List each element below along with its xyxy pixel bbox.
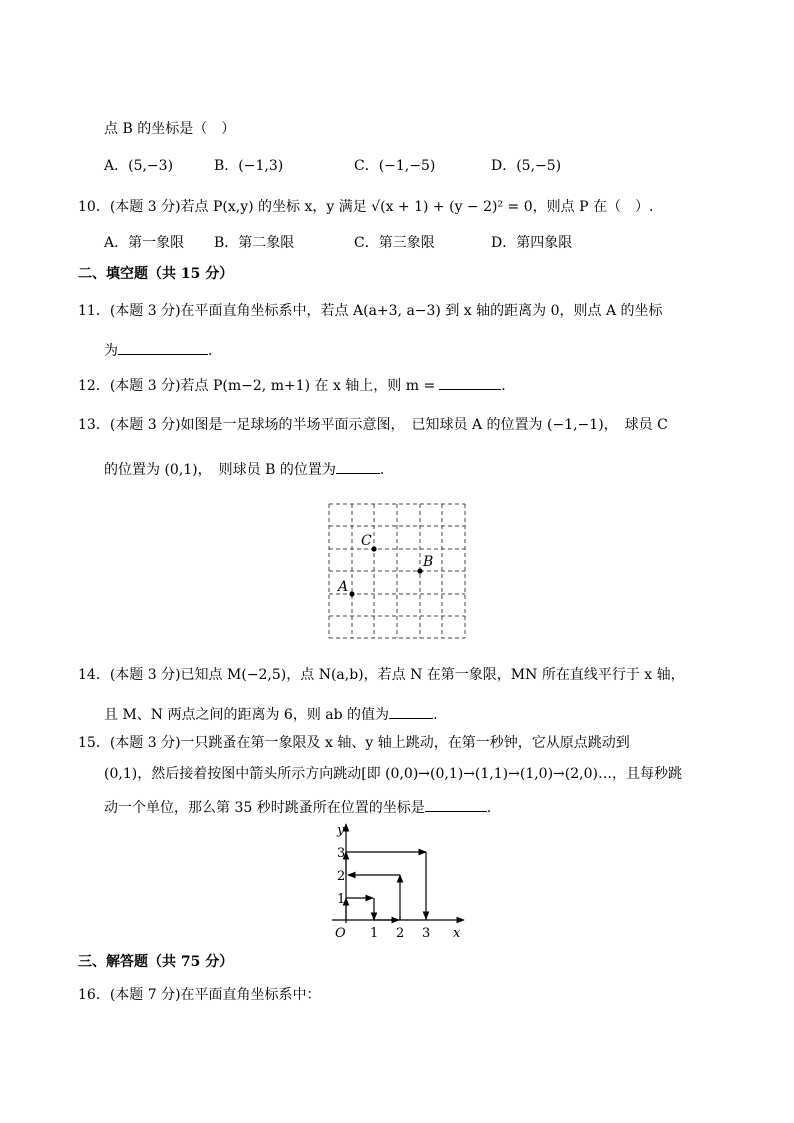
player-b-point xyxy=(417,568,422,573)
q14-text: 且 M、N 两点之间的距离为 6，则 ab 的值为 xyxy=(104,707,390,723)
q13-end: . xyxy=(379,462,385,478)
y-tick-2: 2 xyxy=(337,869,346,884)
q14-answer-blank[interactable] xyxy=(389,703,433,719)
q12-end: . xyxy=(501,378,506,394)
x-tick-3: 3 xyxy=(422,926,431,941)
q11-line2: 为 ． xyxy=(104,339,222,361)
q9-option-d: D．(5,−5) xyxy=(491,158,562,174)
q15-line2: (0,1)，然后接着按图中箭头所示方向跳动[即 (0,0)→(0,1)→(1,1)→(1,0)→(2,0)…，且每秒跳 xyxy=(104,766,682,782)
q10-stem: 10．(本题 3 分)若点 P(x,y) 的坐标 x，y 满足 √(x + 1) + (y − 2)² = 0，则点 P 在（ ）. xyxy=(78,199,654,215)
y-axis-label: y xyxy=(337,823,345,838)
q13-line1: 13．(本题 3 分)如图是一足球场的半场平面示意图， 已知球员 A 的位置为 (−1,−1)， 球员 C xyxy=(78,417,668,433)
q14-line1: 14．(本题 3 分)已知点 M(−2,5)，点 N(a,b)，若点 N 在第一象限，MN 所在直线平行于 x 轴， xyxy=(78,667,685,683)
q13-line2 xyxy=(104,458,384,480)
player-b-label: B xyxy=(423,554,434,570)
dashed-grid xyxy=(329,504,465,638)
q13-field-grid-figure xyxy=(326,500,468,642)
q12-answer-blank[interactable] xyxy=(439,374,501,390)
q15-line3 xyxy=(104,796,491,818)
q13-answer-blank[interactable] xyxy=(336,458,380,474)
q13-text: 的位置为 (0,1)， 则球员 B 的位置为 xyxy=(104,462,336,478)
q10-option-d: D．第四象限 xyxy=(491,235,573,251)
q9-stem: 点 B 的坐标是（ ） xyxy=(104,121,236,137)
q11-line1: 11．(本题 3 分)在平面直角坐标系中，若点 A(a+3, a−3) 到 x 轴的距离为 0，则点 A 的坐标 xyxy=(78,303,663,319)
q14-line2 xyxy=(104,703,438,725)
q12-line xyxy=(78,374,506,396)
q10-option-a: A．第一象限 xyxy=(104,235,185,251)
origin-label: O xyxy=(335,926,346,941)
player-a-point xyxy=(349,591,354,596)
y-tick-1: 1 xyxy=(337,892,346,907)
q10-option-b: B．第二象限 xyxy=(214,235,295,251)
x-axis-label: x xyxy=(453,926,461,941)
q16-stem: 16．(本题 7 分)在平面直角坐标系中： xyxy=(78,987,321,1003)
q14-end: . xyxy=(433,707,438,723)
q15-flea-path-figure xyxy=(326,818,471,946)
y-tick-3: 3 xyxy=(337,846,346,861)
player-c-label: C xyxy=(361,533,372,549)
q12-text: 12．(本题 3 分)若点 P(m−2, m+1) 在 x 轴上，则 m = xyxy=(78,378,436,394)
q15-line1: 15．(本题 3 分)一只跳蚤在第一象限及 x 轴、y 轴上跳动，在第一秒钟，它从原点跳动到 xyxy=(78,735,630,751)
q9-option-b: B．(−1,3) xyxy=(214,158,284,174)
q9-option-c: C．(−1,−5) xyxy=(354,158,436,174)
q15-end: . xyxy=(486,800,492,816)
player-c-point xyxy=(371,546,376,551)
q10-option-c: C．第三象限 xyxy=(354,235,435,251)
flea-path xyxy=(346,852,426,920)
x-tick-1: 1 xyxy=(370,926,379,941)
section-2-title: 二、填空题（共 15 分） xyxy=(78,266,234,282)
x-tick-2: 2 xyxy=(396,926,405,941)
q9-option-a: A．(5,−3) xyxy=(104,158,174,174)
q11-prefix: 为 xyxy=(104,343,118,359)
q11-answer-blank[interactable] xyxy=(118,339,208,355)
q15-answer-blank[interactable] xyxy=(425,796,487,812)
player-a-label: A xyxy=(338,579,349,595)
q15-text: 动一个单位，那么第 35 秒时跳蚤所在位置的坐标是 xyxy=(104,800,425,816)
section-3-title: 三、解答题（共 75 分） xyxy=(78,954,234,970)
